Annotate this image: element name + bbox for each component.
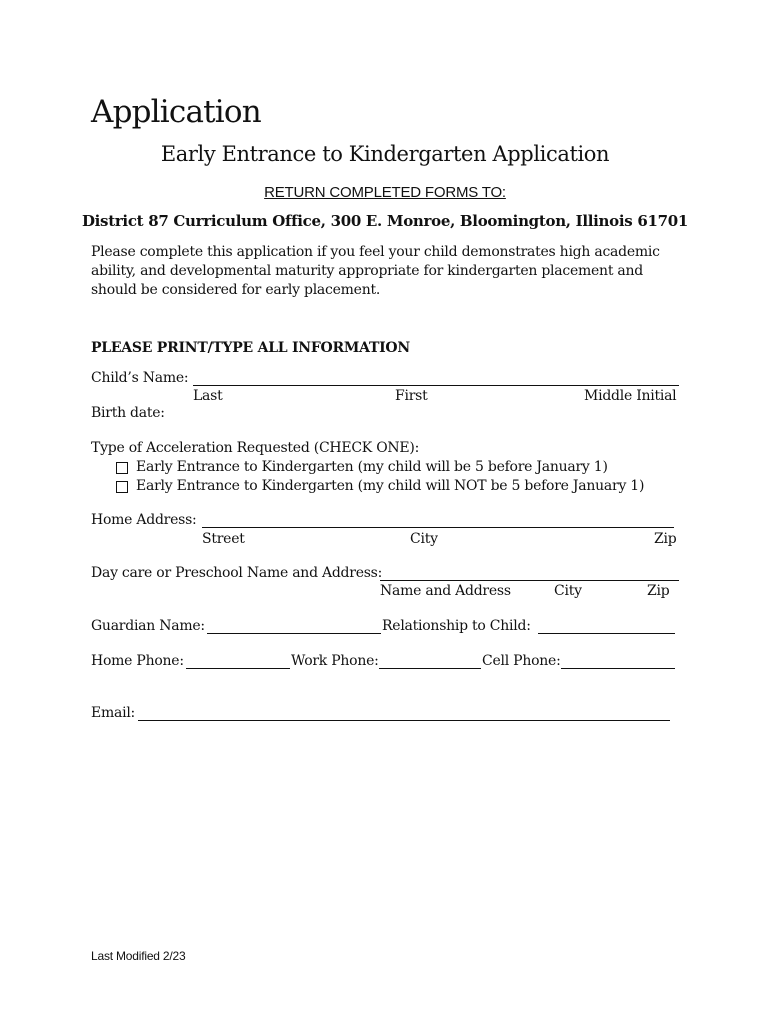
home-address-sub-street: Street (202, 531, 245, 547)
home-address-sub-city: City (410, 531, 438, 547)
child-name-sub-middle: Middle Initial (584, 388, 677, 404)
work-phone-label: Work Phone: (291, 653, 379, 669)
daycare-field[interactable] (380, 580, 679, 581)
child-name-field[interactable] (193, 385, 679, 386)
home-phone-field[interactable] (186, 668, 290, 669)
acceleration-option-1-label: Early Entrance to Kindergarten (my child will be 5 before January 1) (136, 459, 608, 475)
daycare-sub-name: Name and Address (380, 583, 511, 599)
home-phone-label: Home Phone: (91, 653, 184, 669)
page-title: Application (91, 94, 261, 130)
child-name-sub-last: Last (193, 388, 223, 404)
cell-phone-label: Cell Phone: (482, 653, 561, 669)
daycare-sub-zip: Zip (647, 583, 670, 599)
relationship-field[interactable] (538, 633, 675, 634)
relationship-label: Relationship to Child: (382, 618, 531, 634)
return-label: RETURN COMPLETED FORMS TO: (264, 184, 506, 201)
intro-paragraph: Please complete this application if you feel your child demonstrates high academic ability, and developmental maturity appropriate for kindergarten placement and should be considered for early placement. (91, 244, 660, 298)
home-address-label: Home Address: (91, 512, 197, 528)
acceleration-label: Type of Acceleration Requested (CHECK ONE): (91, 440, 420, 456)
work-phone-field[interactable] (379, 668, 481, 669)
return-address: District 87 Curriculum Office, 300 E. Monroe, Bloomington, Illinois 61701 (81, 212, 689, 230)
daycare-label: Day care or Preschool Name and Address: (91, 565, 383, 581)
daycare-sub-city: City (554, 583, 582, 599)
instructions-heading: PLEASE PRINT/TYPE ALL INFORMATION (91, 340, 410, 356)
form-subtitle: Early Entrance to Kindergarten Application (160, 142, 610, 166)
child-name-label: Child’s Name: (91, 370, 189, 386)
acceleration-option-2-checkbox[interactable] (116, 481, 128, 493)
acceleration-option-2-label: Early Entrance to Kindergarten (my child will NOT be 5 before January 1) (136, 478, 645, 494)
birth-date-label: Birth date: (91, 405, 165, 421)
email-field[interactable] (138, 720, 670, 721)
home-address-field[interactable] (202, 527, 674, 528)
child-name-sub-first: First (395, 388, 428, 404)
last-modified-footer: Last Modified 2/23 (91, 949, 186, 963)
cell-phone-field[interactable] (561, 668, 675, 669)
home-address-sub-zip: Zip (654, 531, 677, 547)
guardian-name-label: Guardian Name: (91, 618, 205, 634)
guardian-name-field[interactable] (207, 633, 381, 634)
email-label: Email: (91, 705, 136, 721)
acceleration-option-1-checkbox[interactable] (116, 462, 128, 474)
